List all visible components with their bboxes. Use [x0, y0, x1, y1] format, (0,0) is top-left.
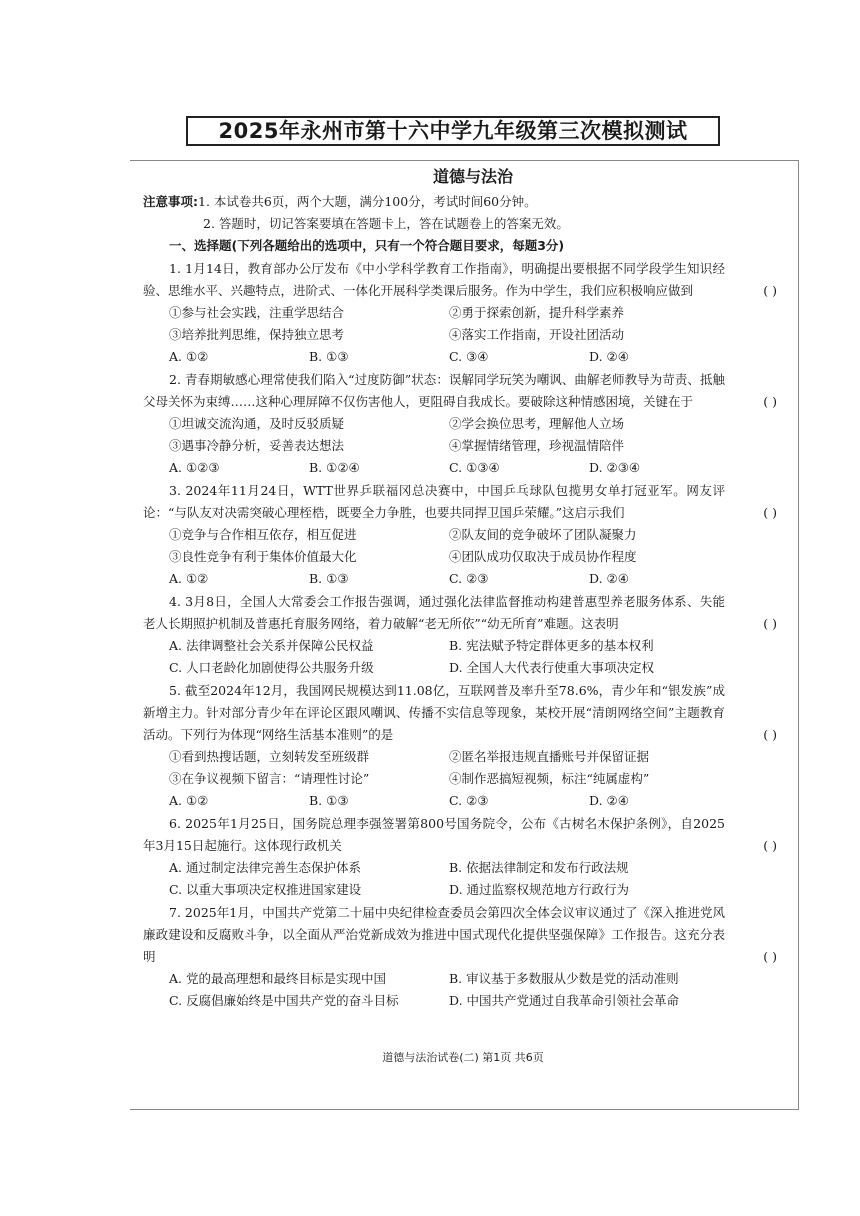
answer-paren: ( ): [763, 838, 777, 853]
option-d: D. 中国共产党通过自我革命引领社会革命: [449, 993, 680, 1008]
option-b: B. 审议基于多数服从少数是党的活动准则: [449, 971, 679, 986]
option-d: D. ②④: [589, 793, 629, 808]
question-4: [143, 591, 783, 679]
option-b: B. ①②④: [309, 460, 360, 475]
option-b: B. ①③: [309, 793, 349, 808]
option-b: B. ①③: [309, 349, 349, 364]
choice-item: ①坦诚交流沟通，及时反驳质疑: [169, 416, 345, 431]
question-stem: 6. 2025年1月25日，国务院总理李强签署第800号国务院令，公布《古树名木保护条例》，自2025年3月15日起施行。这体现行政机关 ( ): [143, 813, 783, 857]
option-c: C. 人口老龄化加剧使得公共服务升级: [169, 660, 374, 675]
choice-item: ④制作恶搞短视频，标注“纯属虚构”: [449, 771, 650, 786]
question-stem: 2. 青春期敏感心理常使我们陷入“过度防御”状态：误解同学玩笑为嘲讽、曲解老师教导为苛责、抵触父母关怀为束缚……这种心理屏障不仅伤害他人，更阻碍自我成长。要破除这种情感困境，关键在于 ( ): [143, 369, 783, 413]
option-c: C. ②③: [449, 793, 489, 808]
question-7: [143, 902, 783, 1012]
page-footer: 道德与法治试卷(二) 第1页 共6页: [382, 1051, 544, 1064]
option-d: D. ②③④: [589, 460, 641, 475]
option-a: A. 法律调整社会关系并保障公民权益: [169, 638, 374, 653]
answer-paren: ( ): [763, 505, 777, 520]
question-stem: 1. 1月14日，教育部办公厅发布《中小学科学教育工作指南》，明确提出要根据不同学段学生知识经验、思维水平、兴趣特点，进阶式、一体化开展科学类课后服务。作为中学生，我们应积极响应做到 ( ): [143, 258, 783, 302]
option-c: C. ②③: [449, 571, 489, 586]
option-d: D. ②④: [589, 349, 629, 364]
choice-item: ①参与社会实践，注重学思结合: [169, 305, 345, 320]
option-c: C. ①③④: [449, 460, 500, 475]
option-a: A. ①②: [169, 349, 209, 364]
section-heading: 一、选择题(下列各题给出的选项中，只有一个符合题目要求，每题3分): [169, 238, 565, 253]
choice-item: ③培养批判思维，保持独立思考: [169, 327, 345, 342]
question-6: [143, 813, 783, 901]
choice-item: ②匿名举报违规直播账号并保留证据: [449, 749, 650, 764]
choice-item: ④落实工作指南，开设社团活动: [449, 327, 625, 342]
question-stem: 5. 截至2024年12月，我国网民规模达到11.08亿，互联网普及率升至78.6%，青少年和“银发族”成新增主力。针对部分青少年在评论区跟风嘲讽、传播不实信息等现象，某校开展“清朗网络空间”主题教育活动。下列行为体现“网络生活基本准则”的是 ( ): [143, 680, 783, 746]
option-d: D. 全国人大代表行使重大事项决定权: [449, 660, 655, 675]
option-d: D. 通过监察权规范地方行政行为: [449, 882, 630, 897]
option-a: A. ①②: [169, 571, 209, 586]
question-stem: 4. 3月8日，全国人大常委会工作报告强调，通过强化法律监督推动构建普惠型养老服务体系、失能老人长期照护机制及普惠托育服务网络，着力破解“老无所依”“幼无所育”难题。这表明 ( ): [143, 591, 783, 635]
choice-item: ①竞争与合作相互依存，相互促进: [169, 527, 357, 542]
option-a: A. ①②③: [169, 460, 220, 475]
question-stem: 3. 2024年11月24日，WTT世界乒联福冈总决赛中，中国乒乓球队包揽男女单打冠亚军。网友评论：“与队友对决需突破心理桎梏，既要全力争胜，也要共同捍卫国乒荣耀。”这启示我们 ( ): [143, 480, 783, 524]
subject-title: 道德与法治: [432, 167, 513, 186]
option-d: D. ②④: [589, 571, 629, 586]
exam-paper: [130, 160, 799, 1110]
question-stem: 7. 2025年1月，中国共产党第二十届中央纪律检查委员会第四次全体会议审议通过了《深入推进党风廉政建设和反腐败斗争，以全面从严治党新成效为推进中国式现代化提供坚强保障》工作报告。这充分表明 ( ): [143, 902, 783, 968]
choice-item: ③遇事冷静分析，妥善表达想法: [169, 438, 345, 453]
answer-paren: ( ): [763, 727, 777, 742]
exam-title: 2025年永州市第十六中学九年级第三次模拟测试: [186, 116, 720, 146]
choice-item: ④掌握情绪管理，珍视温情陪伴: [449, 438, 625, 453]
choice-item: ②勇于探索创新，提升科学素养: [449, 305, 625, 320]
option-b: B. 依据法律制定和发布行政法规: [449, 860, 629, 875]
question-1: [143, 258, 783, 368]
answer-paren: ( ): [763, 283, 777, 298]
option-c: C. ③④: [449, 349, 489, 364]
notice-line-2: 2. 答题时，切记答案要填在答题卡上，答在试题卷上的答案无效。: [203, 216, 569, 231]
option-a: A. ①②: [169, 793, 209, 808]
choice-item: ②学会换位思考，理解他人立场: [449, 416, 625, 431]
answer-paren: ( ): [763, 394, 777, 409]
choice-item: ③在争议视频下留言：“请理性讨论”: [169, 771, 370, 786]
answer-paren: ( ): [763, 616, 777, 631]
option-a: A. 通过制定法律完善生态保护体系: [169, 860, 361, 875]
notice-label: 注意事项:: [143, 194, 198, 209]
answer-paren: ( ): [763, 949, 777, 964]
choice-item: ①看到热搜话题，立刻转发至班级群: [169, 749, 370, 764]
option-b: B. ①③: [309, 571, 349, 586]
choice-item: ④团队成功仅取决于成员协作程度: [449, 549, 637, 564]
question-2: [143, 369, 783, 479]
option-b: B. 宪法赋予特定群体更多的基本权利: [449, 638, 654, 653]
option-c: C. 以重大事项决定权推进国家建设: [169, 882, 362, 897]
choice-item: ②队友间的竞争破坏了团队凝聚力: [449, 527, 637, 542]
notice-line-1: 注意事项:1. 本试卷共6页，两个大题，满分100分，考试时间60分钟。: [143, 194, 537, 209]
option-a: A. 党的最高理想和最终目标是实现中国: [169, 971, 386, 986]
question-3: [143, 480, 783, 590]
option-c: C. 反腐倡廉始终是中国共产党的奋斗目标: [169, 993, 399, 1008]
choice-item: ③良性竞争有利于集体价值最大化: [169, 549, 357, 564]
question-5: [143, 680, 783, 812]
